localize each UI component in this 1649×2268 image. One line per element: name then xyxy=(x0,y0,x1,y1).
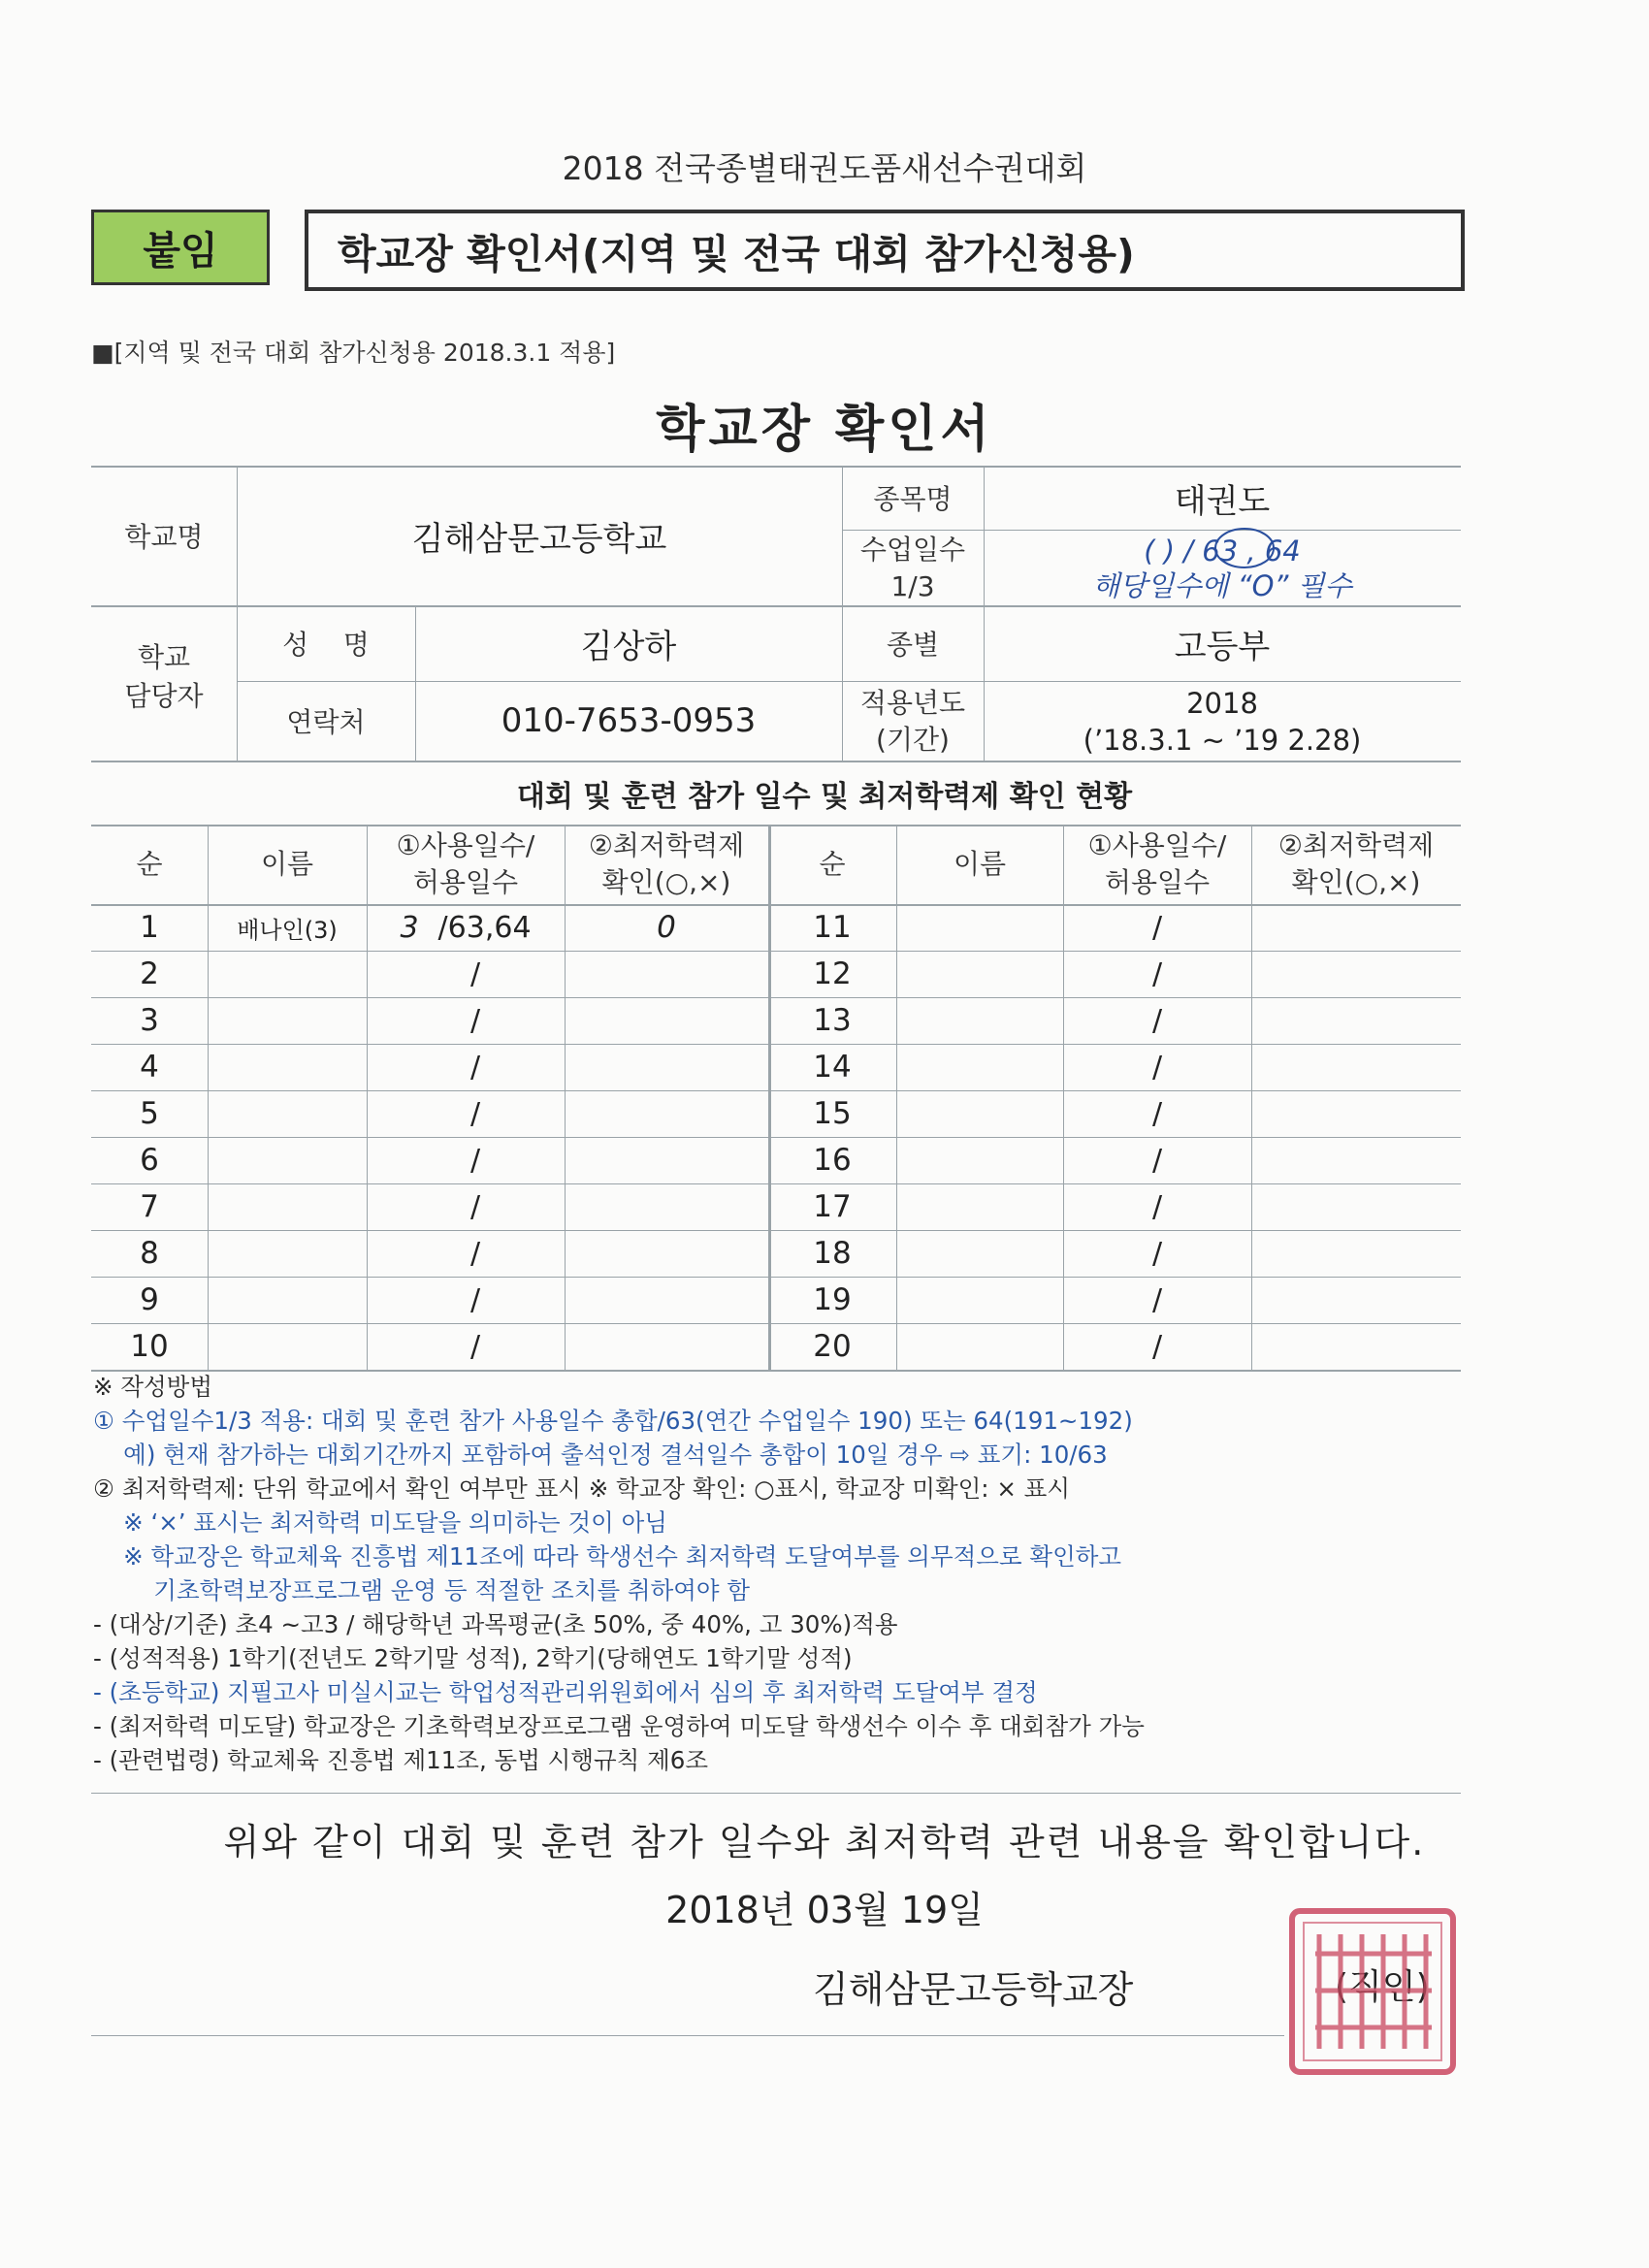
confirmation-date: 2018년 03월 19일 xyxy=(665,1889,984,1931)
days-cell: / xyxy=(1151,1282,1163,1317)
allowed-days: / xyxy=(469,1096,481,1131)
days-cell xyxy=(367,1044,565,1090)
allowed-days: / xyxy=(469,1003,481,1038)
allowed-days: / xyxy=(469,1143,481,1178)
check-mark xyxy=(565,1044,768,1090)
school-name: 김해삼문고등학교 xyxy=(411,519,667,559)
class-days-fraction: ( ) / 63 , 64 xyxy=(1144,535,1301,567)
row-number: 10 xyxy=(130,1329,169,1364)
participation-title: 대회 및 훈련 참가 일수 및 최저학력제 확인 현황 xyxy=(516,780,1133,814)
row-number: 9 xyxy=(140,1282,159,1317)
note-line: 예) 현재 참가하는 대회기간까지 포함하여 출석인정 결석일수 총합이 10일 경우 ⇨ 표기: 10/63 xyxy=(93,1441,1108,1469)
header-days-line2: 허용일수 xyxy=(1104,866,1211,898)
year: 2018 xyxy=(1186,687,1258,720)
header-check-line2: 확인(○,×) xyxy=(601,866,731,898)
official-seal-mark: (직인) xyxy=(1335,1967,1430,2007)
athlete-name xyxy=(208,951,367,997)
attachment-badge: 붙임 xyxy=(91,210,270,285)
table-line xyxy=(896,825,897,1370)
days-cell xyxy=(367,1183,565,1230)
note-line: - (대상/기준) 초4 ~고3 / 해당학년 과목평균(초 50%, 중 40%, 고 30%)적용 xyxy=(93,1610,898,1638)
check-mark xyxy=(565,1090,768,1137)
days-cell: / xyxy=(1151,1236,1163,1271)
note-line: - (관련법령) 학교체육 진흥법 제11조, 동법 시행규칙 제6조 xyxy=(93,1746,709,1774)
row-number: 8 xyxy=(140,1236,159,1271)
subheading: ■[지역 및 전국 대회 참가신청용 2018.3.1 적용] xyxy=(91,339,616,367)
contact-name: 김상하 xyxy=(580,627,677,666)
athlete-name xyxy=(208,997,367,1044)
divider xyxy=(91,1793,1461,1794)
note-line: ② 최저학력제: 단위 학교에서 확인 여부만 표시 ※ 학교장 확인: ○표시, 학교장 미확인: × 표시 xyxy=(93,1474,1070,1503)
note-line: ※ ‘×’ 표시는 최저학력 미도달을 의미하는 것이 아님 xyxy=(93,1508,667,1537)
row-number: 6 xyxy=(140,1143,159,1178)
note-line: ※ 학교장은 학교체육 진흥법 제11조에 따라 학생선수 최저학력 도달여부를 의무적으로 확인하고 xyxy=(93,1542,1122,1571)
header-no: 순 xyxy=(136,848,163,881)
class-days-note: 해당일수에 “O” 필수 xyxy=(1092,569,1352,602)
closing-statement: 위와 같이 대회 및 훈련 참가 일수와 최저학력 관련 내용을 확인합니다. xyxy=(223,1821,1426,1863)
days-cell: / xyxy=(1151,1096,1163,1131)
days-cell xyxy=(367,1090,565,1137)
athlete-name xyxy=(208,1090,367,1137)
athlete-name xyxy=(208,1183,367,1230)
contact-person-label-line2: 담당자 xyxy=(124,680,204,712)
class-days-label-line2: 1/3 xyxy=(890,570,935,602)
header-days-line1: ①사용일수/ xyxy=(396,829,535,862)
check-mark xyxy=(565,997,768,1044)
phone-label: 연락처 xyxy=(286,706,366,738)
days-cell xyxy=(367,1137,565,1183)
notes-list xyxy=(93,1404,1471,1777)
days-cell xyxy=(367,1277,565,1323)
row-number: 1 xyxy=(140,910,159,945)
contact-person-label-line1: 학교 xyxy=(137,641,191,673)
athlete-name xyxy=(208,1277,367,1323)
form-title: 학교장 확인서(지역 및 전국 대회 참가신청용) xyxy=(305,210,1465,291)
days-cell xyxy=(367,904,565,951)
row-number: 17 xyxy=(813,1189,852,1224)
row-number: 2 xyxy=(140,956,159,991)
days-cell: / xyxy=(1151,956,1163,991)
check-mark xyxy=(565,951,768,997)
year-label-line1: 적용년도 xyxy=(859,687,966,719)
allowed-days: / xyxy=(469,1050,481,1085)
header-days xyxy=(367,825,565,904)
days-cell: / xyxy=(1151,1329,1163,1364)
header-days-line2: 허용일수 xyxy=(412,866,519,898)
period: (’18.3.1 ~ ’19 2.28) xyxy=(1083,724,1362,757)
check-mark xyxy=(565,1277,768,1323)
row-number: 11 xyxy=(813,910,852,945)
application-year xyxy=(984,685,1461,759)
days-cell: / xyxy=(1151,1143,1163,1178)
year-label-line2: (기간) xyxy=(876,724,950,756)
check-mark xyxy=(565,1230,768,1277)
event-title: 2018 전국종별태권도품새선수권대회 xyxy=(562,149,1087,187)
note-line: - (최저학력 미도달) 학교장은 기초학력보장프로그램 운영하여 미도달 학생선수 이수 후 대회참가 가능 xyxy=(93,1712,1145,1740)
division-label: 종별 xyxy=(886,629,940,661)
contact-person-label xyxy=(91,638,237,716)
sport: 태권도 xyxy=(1174,481,1271,521)
row-number: 18 xyxy=(813,1236,852,1271)
row-number: 15 xyxy=(813,1096,852,1131)
allowed-days: / xyxy=(469,1189,481,1224)
athlete-name xyxy=(208,1044,367,1090)
year-label xyxy=(842,685,984,759)
row-number: 5 xyxy=(140,1096,159,1131)
days-cell xyxy=(367,1323,565,1370)
header-name: 이름 xyxy=(260,848,314,881)
class-days-label-line1: 수업일수 xyxy=(859,534,966,566)
school-seal-stamp xyxy=(1286,1905,1459,2078)
school-name-label: 학교명 xyxy=(124,521,204,553)
note-line: - (초등학교) 지필고사 미실시교는 학업성적관리위원회에서 심의 후 최저학력 도달여부 결정 xyxy=(93,1678,1038,1706)
header-days-line1: ①사용일수/ xyxy=(1087,829,1227,862)
row-number: 14 xyxy=(813,1050,852,1085)
row-number: 16 xyxy=(813,1143,852,1178)
header-check xyxy=(565,825,768,904)
table-line xyxy=(1251,825,1252,1370)
header-check xyxy=(1251,825,1461,904)
writing-instructions xyxy=(93,1370,1471,1777)
circled-63-mark xyxy=(1211,524,1278,572)
allowed-days: / xyxy=(469,1282,481,1317)
table-line xyxy=(842,530,1461,531)
athlete-name xyxy=(208,1230,367,1277)
notes-heading: ※ 작성방법 xyxy=(93,1373,212,1401)
allowed-days: / xyxy=(469,1329,481,1364)
row-number: 12 xyxy=(813,956,852,991)
header-check-line1: ②최저학력제 xyxy=(1277,829,1435,862)
check-mark xyxy=(565,1183,768,1230)
row-number: 7 xyxy=(140,1189,159,1224)
name-label: 성 명 xyxy=(282,629,370,661)
header-days xyxy=(1063,825,1251,904)
athlete-name xyxy=(208,1137,367,1183)
row-number: 20 xyxy=(813,1329,852,1364)
header-check-line2: 확인(○,×) xyxy=(1291,866,1421,898)
phone: 010-7653-0953 xyxy=(501,701,757,740)
note-line: ① 수업일수1/3 적용: 대회 및 훈련 참가 사용일수 총합/63(연간 수업일수 190) 또는 64(191~192) xyxy=(93,1407,1133,1435)
athlete-name xyxy=(208,1323,367,1370)
header-check-line1: ②최저학력제 xyxy=(588,829,745,862)
bottom-line xyxy=(91,2035,1284,2036)
days-cell xyxy=(367,951,565,997)
days-cell xyxy=(367,997,565,1044)
class-days-label xyxy=(842,532,984,605)
principal-title: 김해삼문고등학교장 xyxy=(813,1968,1134,2011)
athlete-name: 배나인(3) xyxy=(237,916,338,944)
allowed-days: / xyxy=(469,956,481,991)
note-line: - (성적적용) 1학기(전년도 2학기말 성적), 2학기(당해연도 1학기말 성적) xyxy=(93,1644,853,1672)
days-cell: / xyxy=(1151,1189,1163,1224)
header-no: 순 xyxy=(819,848,846,881)
row-number: 4 xyxy=(140,1050,159,1085)
division: 고등부 xyxy=(1174,627,1271,666)
note-line: 기초학력보장프로그램 운영 등 적절한 조치를 취하여야 함 xyxy=(93,1576,751,1604)
check-mark: 0 xyxy=(657,910,676,945)
row-number: 19 xyxy=(813,1282,852,1317)
row-number: 3 xyxy=(140,1003,159,1038)
days-cell xyxy=(367,1230,565,1277)
check-mark xyxy=(565,1323,768,1370)
days-cell: / xyxy=(1151,1050,1163,1085)
check-mark xyxy=(565,1137,768,1183)
used-days: 3 xyxy=(400,910,419,945)
allowed-days: / xyxy=(469,1236,481,1271)
sport-label: 종목명 xyxy=(873,483,953,515)
days-cell: / xyxy=(1151,910,1163,945)
document-title: 학교장 확인서 xyxy=(656,401,993,459)
header-name: 이름 xyxy=(953,848,1007,881)
days-cell: / xyxy=(1151,1003,1163,1038)
allowed-days: /63,64 xyxy=(437,910,532,945)
row-number: 13 xyxy=(813,1003,852,1038)
table-line xyxy=(91,761,1461,762)
